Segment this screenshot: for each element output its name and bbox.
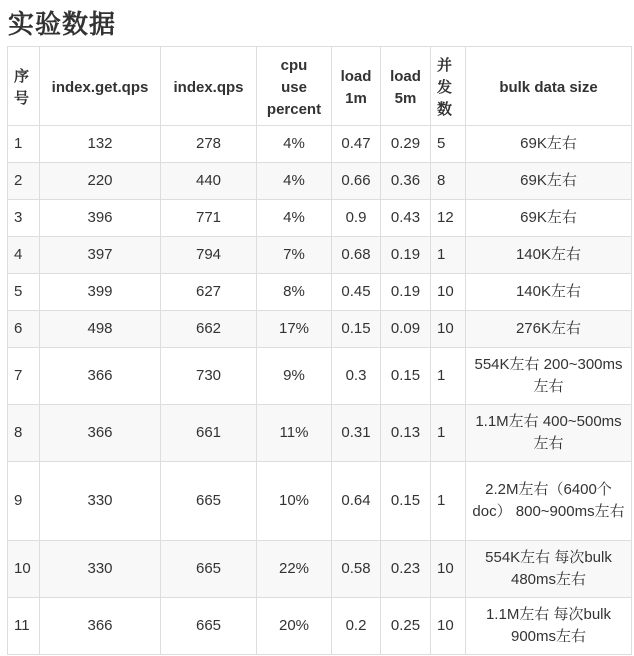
cell-bulk-data-size: 1.1M左右 每次bulk 900ms左右 <box>466 598 632 655</box>
header-row <box>8 47 632 126</box>
cell-load-5m: 0.29 <box>381 126 431 163</box>
cell-index-qps: 794 <box>161 237 257 274</box>
cell-index: 5 <box>8 274 40 311</box>
cell-load-5m: 0.43 <box>381 200 431 237</box>
cell-concurrency: 1 <box>431 237 466 274</box>
cell-load-5m: 0.25 <box>381 598 431 655</box>
cell-index-qps: 278 <box>161 126 257 163</box>
table-row <box>8 200 632 237</box>
cell-index: 6 <box>8 311 40 348</box>
cell-load-1m: 0.64 <box>332 462 381 541</box>
cell-index-qps: 730 <box>161 348 257 405</box>
cell-cpu-percent: 8% <box>257 274 332 311</box>
cell-concurrency: 10 <box>431 274 466 311</box>
table-row <box>8 348 632 405</box>
cell-bulk-data-size: 554K左右 200~300ms左右 <box>466 348 632 405</box>
cell-index-get-qps: 366 <box>40 348 161 405</box>
cell-index-qps: 665 <box>161 598 257 655</box>
table-row <box>8 598 632 655</box>
table-row <box>8 462 632 541</box>
cell-cpu-percent: 10% <box>257 462 332 541</box>
cell-load-5m: 0.23 <box>381 541 431 598</box>
header-index-get-qps: index.get.qps <box>40 47 161 126</box>
cell-load-1m: 0.31 <box>332 405 381 462</box>
cell-load-5m: 0.19 <box>381 237 431 274</box>
cell-cpu-percent: 9% <box>257 348 332 405</box>
cell-index-get-qps: 366 <box>40 405 161 462</box>
cell-index-get-qps: 366 <box>40 598 161 655</box>
cell-index: 2 <box>8 163 40 200</box>
cell-index: 10 <box>8 541 40 598</box>
cell-index-get-qps: 330 <box>40 462 161 541</box>
cell-cpu-percent: 20% <box>257 598 332 655</box>
cell-index-qps: 662 <box>161 311 257 348</box>
cell-index-qps: 665 <box>161 462 257 541</box>
cell-load-5m: 0.13 <box>381 405 431 462</box>
cell-load-1m: 0.2 <box>332 598 381 655</box>
cell-index-get-qps: 330 <box>40 541 161 598</box>
cell-index-get-qps: 132 <box>40 126 161 163</box>
cell-index: 1 <box>8 126 40 163</box>
cell-bulk-data-size: 140K左右 <box>466 237 632 274</box>
cell-load-1m: 0.66 <box>332 163 381 200</box>
cell-load-1m: 0.3 <box>332 348 381 405</box>
header-index: 序 号 <box>8 47 40 126</box>
cell-index-get-qps: 399 <box>40 274 161 311</box>
table-row <box>8 126 632 163</box>
cell-bulk-data-size: 2.2M左右（6400个doc） 800~900ms左右 <box>466 462 632 541</box>
cell-index-qps: 665 <box>161 541 257 598</box>
cell-index-get-qps: 397 <box>40 237 161 274</box>
cell-bulk-data-size: 276K左右 <box>466 311 632 348</box>
header-concurrency: 并 发 数 <box>431 47 466 126</box>
cell-concurrency: 1 <box>431 462 466 541</box>
cell-load-5m: 0.36 <box>381 163 431 200</box>
cell-index: 4 <box>8 237 40 274</box>
cell-load-5m: 0.09 <box>381 311 431 348</box>
cell-index-qps: 661 <box>161 405 257 462</box>
cell-load-1m: 0.15 <box>332 311 381 348</box>
cell-cpu-percent: 4% <box>257 200 332 237</box>
table-row <box>8 405 632 462</box>
cell-index-get-qps: 396 <box>40 200 161 237</box>
cell-load-5m: 0.15 <box>381 348 431 405</box>
cell-cpu-percent: 22% <box>257 541 332 598</box>
cell-index-qps: 440 <box>161 163 257 200</box>
cell-load-1m: 0.45 <box>332 274 381 311</box>
cell-concurrency: 1 <box>431 348 466 405</box>
experiment-data-table <box>7 46 632 655</box>
table-row <box>8 274 632 311</box>
cell-cpu-percent: 4% <box>257 163 332 200</box>
cell-load-1m: 0.47 <box>332 126 381 163</box>
page-title: 实验数据 <box>8 10 117 40</box>
table-row <box>8 311 632 348</box>
cell-cpu-percent: 11% <box>257 405 332 462</box>
cell-cpu-percent: 17% <box>257 311 332 348</box>
cell-bulk-data-size: 69K左右 <box>466 200 632 237</box>
cell-cpu-percent: 7% <box>257 237 332 274</box>
cell-load-5m: 0.15 <box>381 462 431 541</box>
cell-bulk-data-size: 140K左右 <box>466 274 632 311</box>
cell-bulk-data-size: 69K左右 <box>466 163 632 200</box>
cell-index-qps: 771 <box>161 200 257 237</box>
cell-concurrency: 12 <box>431 200 466 237</box>
cell-cpu-percent: 4% <box>257 126 332 163</box>
cell-load-5m: 0.19 <box>381 274 431 311</box>
cell-index: 7 <box>8 348 40 405</box>
cell-bulk-data-size: 554K左右 每次bulk 480ms左右 <box>466 541 632 598</box>
cell-load-1m: 0.58 <box>332 541 381 598</box>
cell-index: 9 <box>8 462 40 541</box>
cell-concurrency: 5 <box>431 126 466 163</box>
cell-index-qps: 627 <box>161 274 257 311</box>
cell-bulk-data-size: 69K左右 <box>466 126 632 163</box>
cell-index: 11 <box>8 598 40 655</box>
header-load-1m: load 1m <box>332 47 381 126</box>
header-index-qps: index.qps <box>161 47 257 126</box>
cell-concurrency: 1 <box>431 405 466 462</box>
table-row <box>8 541 632 598</box>
cell-index: 3 <box>8 200 40 237</box>
cell-load-1m: 0.9 <box>332 200 381 237</box>
cell-bulk-data-size: 1.1M左右 400~500ms左右 <box>466 405 632 462</box>
table-row <box>8 237 632 274</box>
cell-index-get-qps: 220 <box>40 163 161 200</box>
cell-index: 8 <box>8 405 40 462</box>
header-cpu-use-percent: cpu use percent <box>257 47 332 126</box>
cell-concurrency: 10 <box>431 311 466 348</box>
cell-concurrency: 10 <box>431 541 466 598</box>
table-row <box>8 163 632 200</box>
cell-index-get-qps: 498 <box>40 311 161 348</box>
cell-concurrency: 10 <box>431 598 466 655</box>
header-load-5m: load 5m <box>381 47 431 126</box>
cell-load-1m: 0.68 <box>332 237 381 274</box>
cell-concurrency: 8 <box>431 163 466 200</box>
header-bulk-data-size: bulk data size <box>466 47 632 126</box>
